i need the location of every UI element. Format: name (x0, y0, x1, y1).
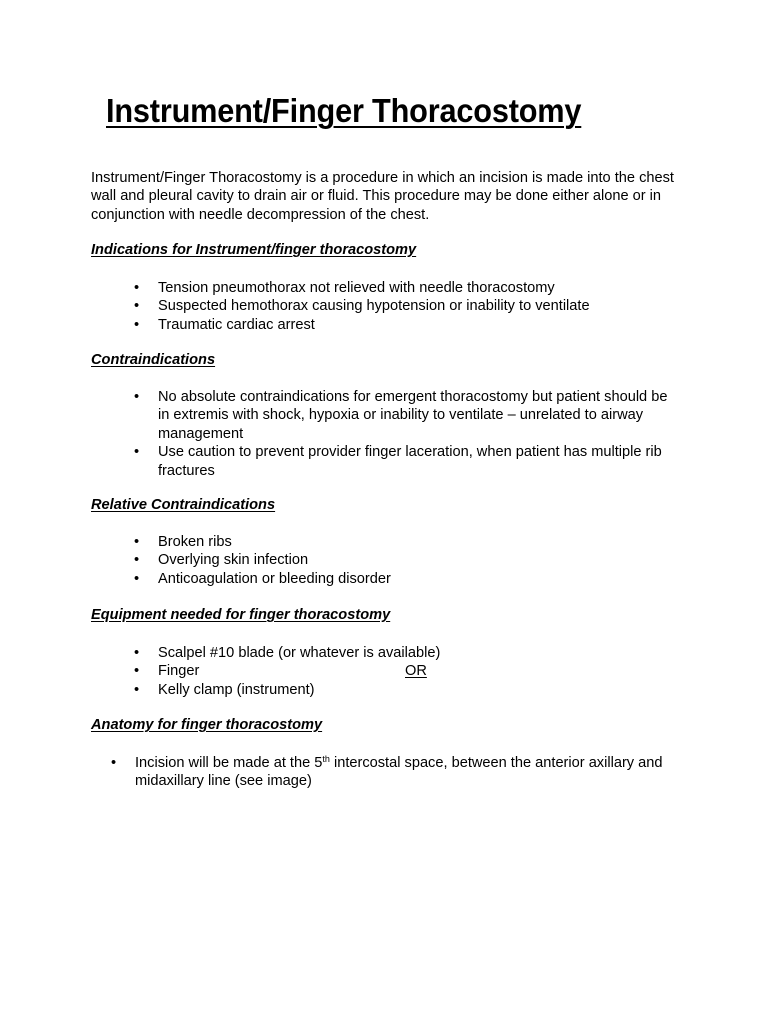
document-title: Instrument/Finger Thoracostomy (106, 92, 582, 129)
bullet-icon: • (134, 570, 140, 587)
relative-contraindications-list (134, 533, 674, 588)
list-item (134, 533, 674, 551)
bullet-icon: • (134, 298, 140, 315)
list-item (134, 551, 674, 569)
anatomy-text (135, 755, 663, 789)
intro-paragraph: Instrument/Finger Thoracostomy is a procedure in which an incision is made into the chest wall and pleural cavity to drain air or fluid. This procedure may be done either alone or in conjunction with needle decompression of the chest. (91, 170, 674, 223)
bullet-icon: • (134, 444, 140, 461)
bullet-icon: • (134, 534, 140, 550)
equipment-text: Kelly clamp (instrument) (158, 681, 315, 698)
list-item (134, 681, 674, 699)
bullet-icon: • (134, 645, 140, 661)
equipment-text: Finger (158, 663, 200, 680)
bullet-icon: • (111, 755, 117, 771)
list-item (134, 644, 674, 662)
list-item (134, 443, 674, 480)
anatomy-list (111, 754, 671, 791)
or-label: OR (405, 663, 427, 680)
bullet-icon: • (134, 389, 140, 405)
indications-list (134, 279, 674, 334)
bullet-icon: • (134, 552, 140, 569)
list-item (111, 754, 671, 791)
indication-text: Suspected hemothorax causing hypotension or inability to ventilate (158, 298, 590, 315)
list-item (134, 279, 674, 297)
bullet-icon: • (134, 663, 140, 680)
relative-contraindication-text: Anticoagulation or bleeding disorder (158, 570, 391, 587)
bullet-icon: • (134, 280, 140, 296)
relative-contraindication-text: Overlying skin infection (158, 552, 309, 569)
equipment-text: Scalpel #10 blade (or whatever is available) (158, 645, 441, 661)
anatomy-heading: Anatomy for finger thoracostomy (91, 717, 323, 733)
contraindications-heading: Contraindications (91, 352, 216, 368)
contraindications-list (134, 388, 674, 480)
relative-contraindication-text: Broken ribs (158, 534, 232, 550)
list-item (134, 570, 674, 588)
bullet-icon: • (134, 316, 140, 333)
contraindication-text: Use caution to prevent provider finger laceration, when patient has multiple rib fractures (158, 444, 662, 479)
list-item (134, 662, 674, 680)
relative-contraindications-heading: Relative Contraindications (91, 497, 276, 513)
equipment-heading: Equipment needed for finger thoracostomy (91, 607, 391, 623)
list-item (134, 388, 674, 443)
contraindication-text: No absolute contraindications for emergent thoracostomy but patient should be in extremis with shock, hypoxia or inability to ventilate – unrelated to airway management (158, 389, 668, 442)
bullet-icon: • (134, 681, 140, 698)
indication-text: Tension pneumothorax not relieved with needle thoracostomy (158, 280, 555, 296)
list-item (134, 316, 674, 334)
ordinal-superscript: th (322, 754, 330, 764)
indications-heading: Indications for Instrument/finger thoracostomy (91, 242, 417, 258)
anatomy-text-suffix: intercostal space, between the anterior axillary and midaxillary line (see image) (135, 755, 663, 790)
indication-text: Traumatic cardiac arrest (158, 316, 315, 333)
anatomy-text-prefix: Incision will be made at the 5 (135, 755, 323, 771)
list-item (134, 297, 674, 315)
equipment-list (134, 644, 674, 699)
